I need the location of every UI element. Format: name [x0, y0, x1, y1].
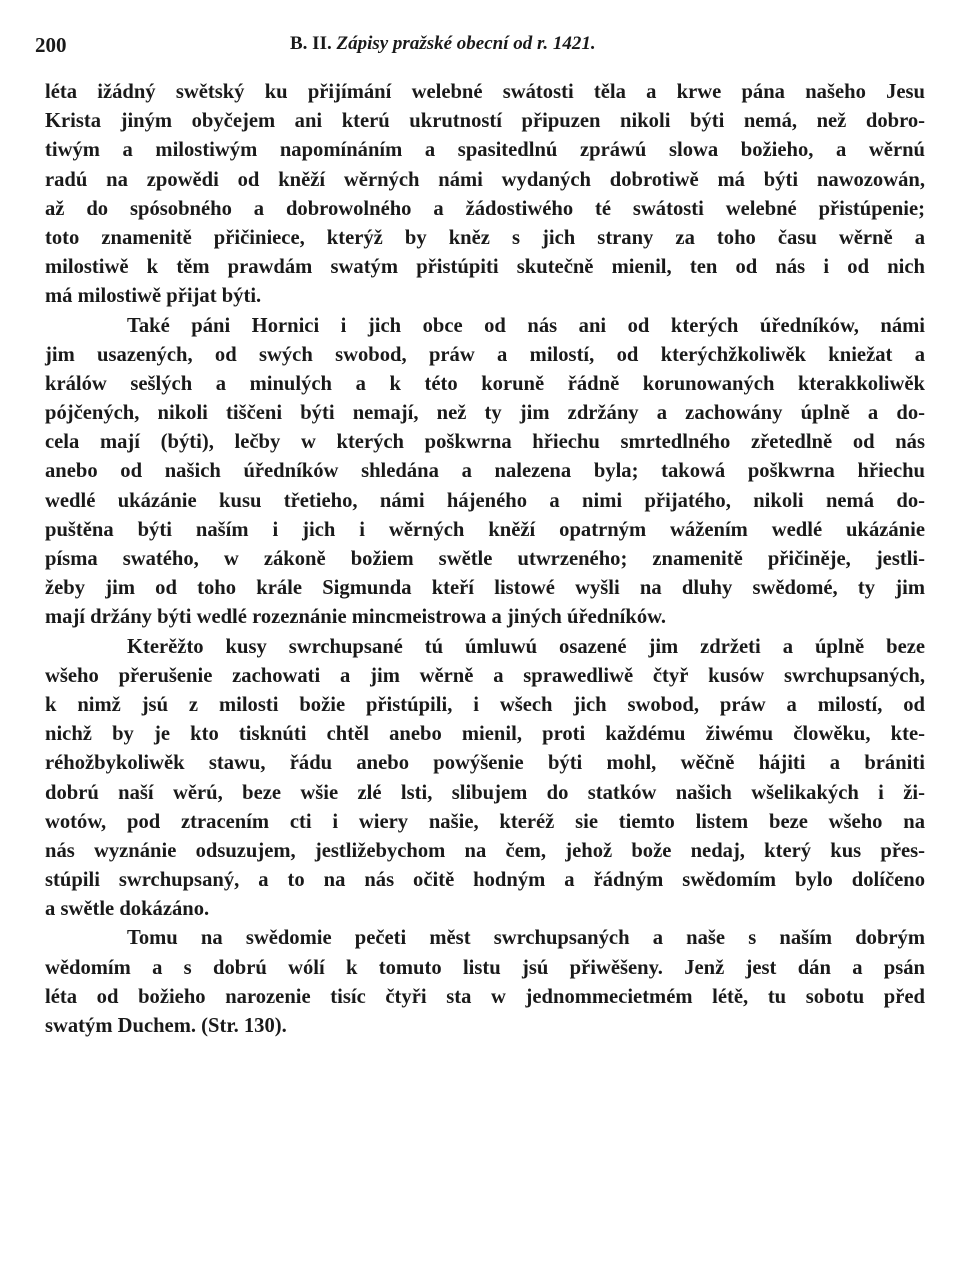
text-line: písma swatého, w zákoně božiem swětle utwrzeného; znamenitě přičiněje, jestli- [45, 548, 925, 570]
text-line: pójčených, nikoli tiščeni býti nemají, než ty jim zdržány a zachowány úplně a do- [45, 402, 925, 425]
text-line: stúpili swrchupsaný, a to na nás očitě hodným a řádným swědomím bylo dolíčeno [45, 869, 925, 892]
paragraph [45, 312, 925, 633]
paragraph [45, 633, 925, 925]
paragraph [45, 78, 925, 312]
text-line: mají držány býti wedlé rozeznánie mincmeistrowa a jiných úředníków. [45, 606, 667, 629]
text-line: nichž by je kto tisknúti chtěl anebo mienil, proti každému žiwému člowěku, kte- [45, 723, 925, 746]
text-line: wedlé ukázánie kusu třetieho, námi hájeného a nimi přijatého, nikoli nemá do- [45, 489, 925, 512]
text-line: léta ižádný swětský ku přijímání welebné swátosti těla a krwe pána našeho Jesu [45, 81, 925, 103]
text-line: k nimž jsú z milosti božie přistúpili, i wšech jich swobod, práw a milostí, od [45, 693, 925, 716]
text-line: dobrú naší wěrú, beze wšie zlé lsti, slibujem do statków našich wšelikakých i ži- [45, 781, 925, 804]
text-line: radú na zpowědi od kněží wěrných námi wydaných dobrotiwě má býti nawozowán, [45, 168, 925, 191]
text-line: králów sešlých a minulých a k této koruně řádně korunowaných kterakkoliwěk [45, 372, 925, 395]
page-header [35, 33, 925, 63]
text-line: a swětle dokázáno. [45, 898, 210, 921]
text-line: Krista jiným obyčejem ani kterú ukrutností připuzen nikoli býti nemá, než dobro- [45, 110, 925, 133]
paragraph [45, 924, 925, 1041]
text-line: až do spósobného a dobrowolného a žádostiwého té swátosti welebné přistúpenie; [45, 197, 925, 220]
text-line: jim usazených, od swých swobod, práw a milostí, od kterýchžkoliwěk kniežat a [45, 343, 925, 366]
text-line: réhožbykoliwěk stawu, řádu anebo powýšenie býti mohl, wěčně hájiti a brániti [45, 752, 925, 775]
text-line: Kterěžto kusy swrchupsané tú úmluwú osazené jim zdržeti a úplně beze [127, 635, 925, 658]
text-line: toto znamenitě přičiniece, kterýž by kněz s jich strany za toho času wěrně a [45, 226, 925, 249]
section-title: Zápisy pražské obecní od r. 1421. [336, 33, 596, 54]
text-line: nás wyznánie odsuzujem, jestližebychom na čem, jehož bože nedaj, který kus přes- [45, 839, 925, 862]
text-line: má milostiwě přijat býti. [45, 285, 262, 308]
text-line: léta od božieho narozenie tisíc čtyři sta w jednommecietmém létě, tu sobotu před [45, 985, 925, 1008]
text-line: cela mají (býti), lečby w kterých poškwrna hřiechu smrtedlného zřetedlně od nás [45, 431, 925, 454]
document-body [45, 78, 925, 1041]
text-line: wšeho přerušenie zachowati a jim wěrně a sprawedliwě čtyř kusów swrchupsaných, [45, 664, 925, 687]
text-line: anebo od našich úředníków shledána a nalezena byla; takowá poškwrna hřiechu [45, 460, 925, 483]
running-head [290, 33, 596, 55]
text-line: Tomu na swědomie pečeti měst swrchupsaných a naše s naším dobrým [127, 927, 925, 950]
section-number: B. II. [290, 33, 332, 54]
text-line: puštěna býti naším i jich i wěrných kněží opatrným wážením wedlé ukázánie [45, 518, 925, 541]
text-line: swatým Duchem. (Str. 130). [45, 1015, 287, 1037]
text-line: milostiwě k těm prawdám swatým přistúpiti skutečně mienil, ten od nás i od nich [45, 256, 925, 279]
text-line: Také páni Hornici i jich obce od nás ani od kterých úředníków, námi [127, 314, 925, 337]
text-line: wědomím a s dobrú wólí k tomuto listu jsú přiwěšeny. Jenž jest dán a psán [45, 956, 925, 979]
text-line: wotów, pod ztracením cti i wiery našie, kteréž sie tiemto listem beze wšeho na [45, 810, 925, 833]
page-number: 200 [35, 33, 67, 57]
text-line: žeby jim od toho krále Sigmunda kteří listowé wyšli na dluhy swědomé, ty jim [45, 577, 925, 600]
text-line: tiwým a milostiwým napomínáním a spasitedlnú zpráwú slowa božieho, a wěrnú [45, 139, 925, 162]
